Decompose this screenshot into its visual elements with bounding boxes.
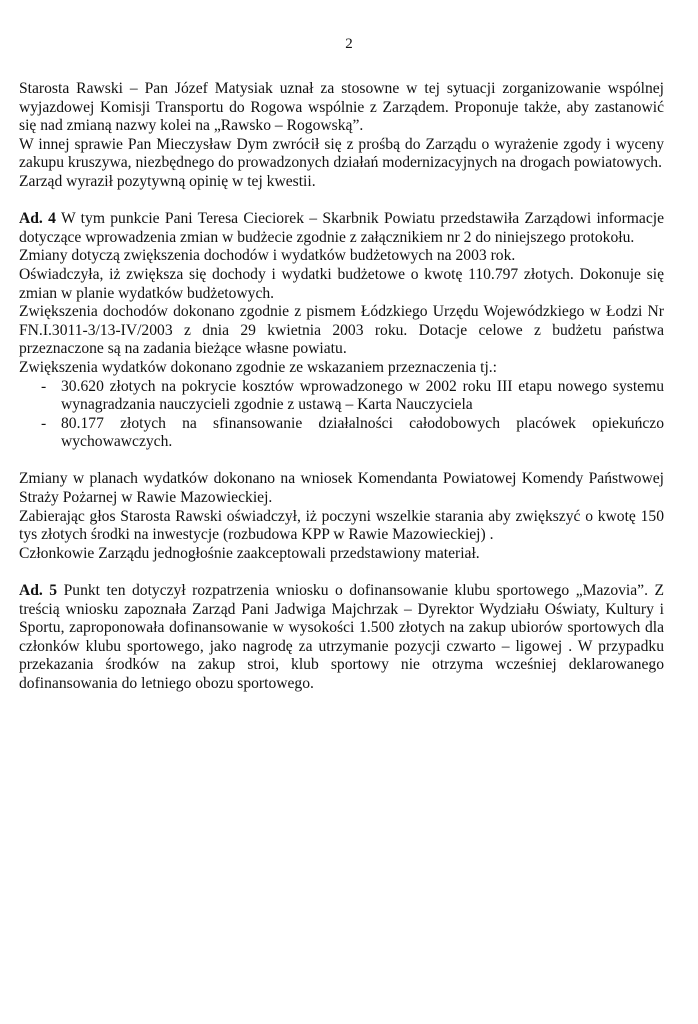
bullet-dash: - — [41, 414, 47, 432]
document-body — [19, 80, 664, 694]
list-item-text: 30.620 złotych na pokrycie kosztów wprowadzonego w 2002 roku III etapu nowego systemu wynagradzania nauczycieli zgodnie z ustawą – Karta Nauczyciela — [61, 377, 664, 414]
list-item-text: 80.177 złotych na sfinansowanie działalności całodobowych placówek opiekuńczo wychowawczych. — [61, 414, 664, 451]
ad5-label: Ad. 5 — [19, 582, 58, 600]
ad4-paragraph-8: Członkowie Zarządu jednogłośnie zaakceptowali przedstawiony materiał. — [19, 544, 480, 562]
ad4-paragraph-4: Zwiększenia dochodów dokonano zgodnie z pismem Łódzkiego Urzędu Wojewódzkiego w Łodzi Nr FN.I.3011-3/13-IV/2003 z dnia 29 kwietnia 2003 roku. Dotacje celowe z budżetu państwa przeznaczone są na zadania bieżące własne powiatu. — [19, 303, 664, 358]
ad4-paragraph-5: Zwiększenia wydatków dokonano zgodnie ze wskazaniem przeznaczenia tj.: — [19, 358, 498, 376]
ad4-paragraph-1-text: W tym punkcie Pani Teresa Cieciorek – Skarbnik Powiatu przedstawiła Zarządowi informacje dotyczące wprowadzenia zmian w budżecie zgodnie z załącznikiem nr 2 do niniejszego protokołu. — [19, 210, 664, 246]
page-number: 2 — [345, 36, 353, 52]
list-item — [41, 415, 664, 452]
spacer — [19, 452, 664, 471]
spacer — [19, 563, 664, 582]
ad5-paragraph-1 — [19, 582, 664, 694]
intro-paragraph-1: Starosta Rawski – Pan Józef Matysiak uznał za stosowne w tej sytuacji zorganizowanie wspólnej wyjazdowej Komisji Transportu do Rogowa wspólnie z Zarządem. Proponuje także, aby zastanowić się nad zmianą nazwy kolei na „Rawsko – Rogowską”. — [19, 80, 664, 135]
ad4-paragraph-7: Zabierając głos Starosta Rawski oświadczył, iż poczyni wszelkie starania aby zwiększyć o kwotę 150 tys złotych środki na inwestycje (rozbudowa KPP w Rawie Mazowieckiej) . — [19, 507, 664, 544]
bullet-dash: - — [41, 377, 47, 395]
list-item — [41, 378, 664, 415]
ad4-paragraph-2: Zmiany dotyczą zwiększenia dochodów i wydatków budżetowych na 2003 rok. — [19, 247, 516, 265]
spacer — [19, 192, 664, 211]
intro-paragraph-2: W innej sprawie Pan Mieczysław Dym zwrócił się z prośbą do Zarządu o wyrażenie zgody i wyceny zakupu kruszywa, niezbędnego do prowadzonych działań modernizacyjnych na drogach powiatowych. — [19, 135, 664, 172]
ad4-paragraph-3: Oświadczyła, iż zwiększa się dochody i wydatki budżetowe o kwotę 110.797 złotych. Dokonuje się zmian w planie wydatków budżetowych. — [19, 265, 664, 302]
expense-list — [19, 378, 664, 452]
ad4-paragraph-6: Zmiany w planach wydatków dokonano na wniosek Komendanta Powiatowej Komendy Państwowej Straży Pożarnej w Rawie Mazowieckiej. — [19, 470, 664, 507]
ad4-label: Ad. 4 — [19, 210, 56, 228]
ad4-paragraph-1 — [19, 210, 664, 247]
ad5-paragraph-1-text: Punkt ten dotyczył rozpatrzenia wniosku o dofinansowanie klubu sportowego „Mazovia”. Z treścią wniosku zapoznała Zarząd Pani Jadwiga Majchrzak – Dyrektor Wydziału Oświaty, Kultury i Sportu, zaproponowała dofinansowanie w wysokości 1.500 złotych na zakup ubiorów sportowych dla członków klubu sportowego, jako nagrodę za utrzymanie pozycji czwarto – ligowej . W przypadku przekazania środków na zakup stroi, klub sportowy nie otrzyma wcześniej deklarowanego dofinansowania do letniego obozu sportowego. — [19, 582, 665, 692]
intro-paragraph-3: Zarząd wyraził pozytywną opinię w tej kwestii. — [19, 172, 316, 190]
